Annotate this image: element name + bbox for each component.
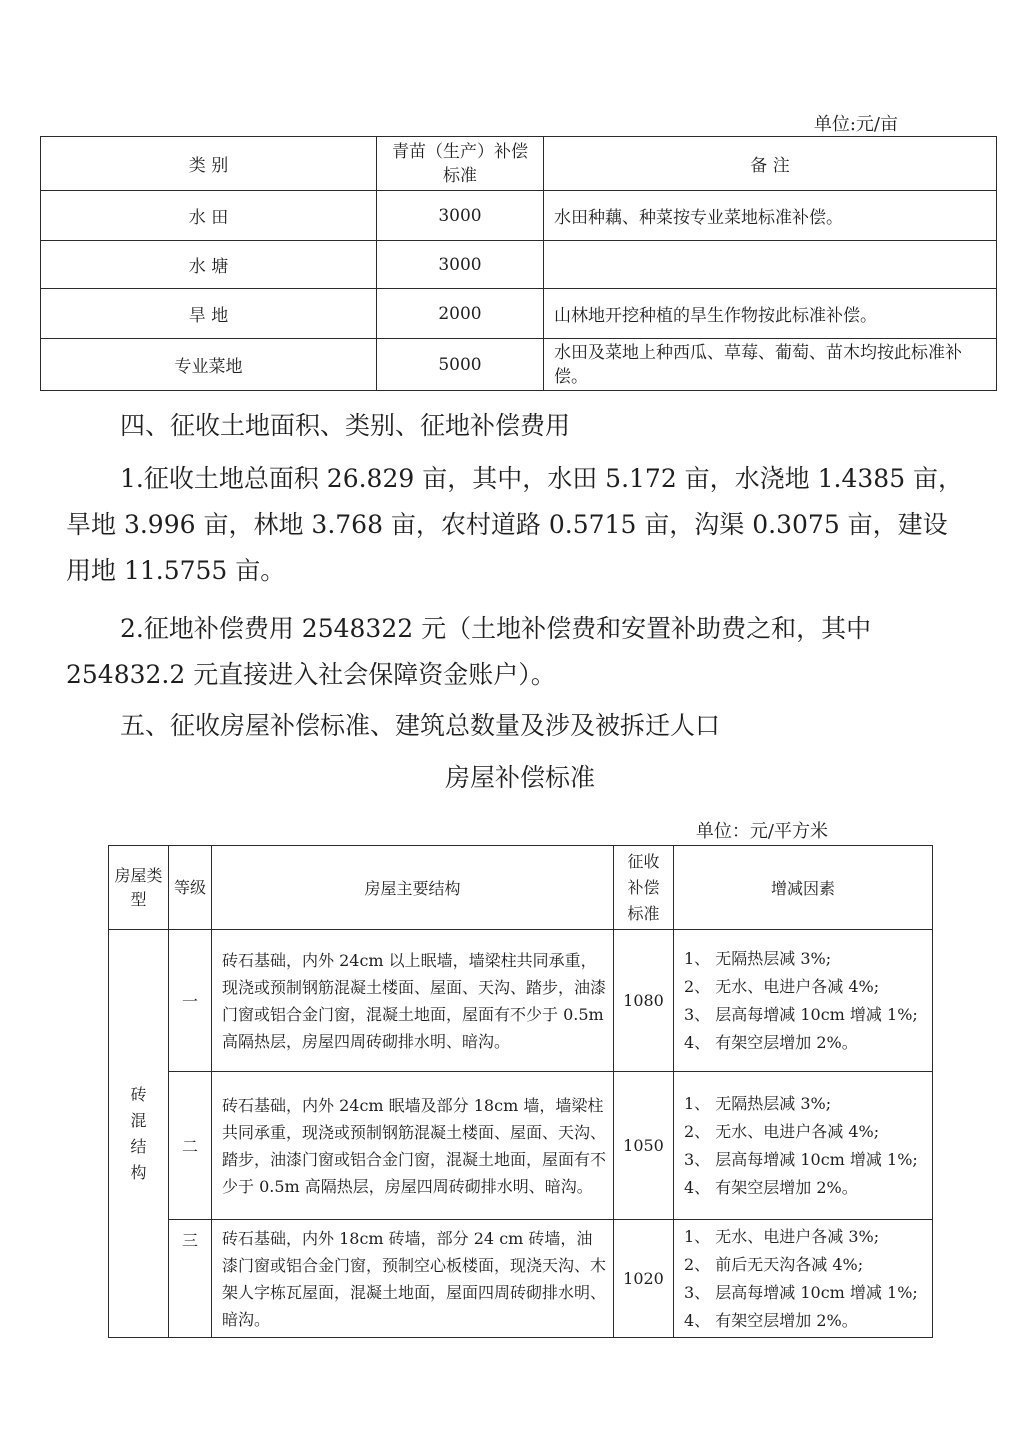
structure-cell: 砖石基础，内外 24cm 以上眠墙，墙梁柱共同承重，现浇或预制钢筋混凝土楼面、屋面、天沟、踏步，油漆门窗或铝合金门窗，混凝土地面，屋面有不少于 0.5m 高隔热层，房屋四周砖砌排水明、暗沟。 [212, 930, 614, 1072]
header-category: 类 别 [41, 137, 377, 191]
house-compensation-table [108, 845, 933, 1338]
header-adjustment-factors: 增减因素 [674, 846, 933, 930]
table-row [109, 1220, 933, 1338]
table-row [109, 930, 933, 1072]
structure-cell: 砖石基础，内外 24cm 眠墙及部分 18cm 墙，墙梁柱共同承重，现浇或预制钢筋混凝土楼面、屋面、天沟、踏步，油漆门窗或铝合金门窗，混凝土地面，屋面有不少于 0.5m 高隔热层，房屋四周砖砌排水明、暗沟。 [212, 1072, 614, 1220]
table-row [41, 191, 997, 241]
row-note [544, 241, 997, 289]
section4-heading: 四、征收土地面积、类别、征地补偿费用 [120, 411, 571, 440]
table-row [41, 289, 997, 339]
row-type: 水 田 [41, 191, 377, 241]
factor-item: 2、 无水、电进户各减 4%; [684, 1121, 880, 1141]
seedling-compensation-table [40, 136, 997, 391]
row-value: 2000 [377, 289, 544, 339]
section4-paragraph-2: 2.征地补偿费用 2548322 元（土地补偿费和安置补助费之和，其中 254832.2 元直接进入社会保障资金账户）。 [66, 614, 872, 689]
header-main-structure: 房屋主要结构 [212, 846, 614, 930]
structure-cell: 砖石基础，内外 18cm 砖墙，部分 24 cm 砖墙，油漆门窗或铝合金门窗，预制空心板楼面，现浇天沟、木架人字栋瓦屋面，混凝土地面，屋面四周砖砌排水明、暗沟。 [212, 1220, 614, 1338]
row-type: 专业菜地 [41, 339, 377, 391]
section4-paragraph-1: 1.征收土地总面积 26.829 亩，其中，水田 5.172 亩，水浇地 1.4385 亩，旱地 3.996 亩，林地 3.768 亩，农村道路 0.5715 亩，沟渠 0.3075 亩，建设用地 11.5755 亩。 [66, 464, 964, 585]
factor-item: 3、 层高每增减 10cm 增减 1%; [684, 1004, 918, 1024]
table-row [41, 339, 997, 391]
row-type: 水 塘 [41, 241, 377, 289]
factor-item: 3、 层高每增减 10cm 增减 1%; [684, 1282, 918, 1302]
factor-item: 1、 无隔热层减 3%; [684, 1093, 832, 1113]
house-type-cell: 砖混结构 [109, 930, 169, 1338]
house-table-title: 房屋补偿标准 [444, 763, 595, 792]
factors-cell [674, 1220, 933, 1338]
price-cell: 1050 [614, 1072, 674, 1220]
row-value: 3000 [377, 191, 544, 241]
row-value: 3000 [377, 241, 544, 289]
factor-item: 1、 无水、电进户各减 3%; [684, 1226, 880, 1246]
factors-cell [674, 1072, 933, 1220]
header-seedling-standard: 青苗（生产）补偿标准 [377, 137, 544, 191]
factor-item: 4、 有架空层增加 2%。 [684, 1310, 858, 1330]
house-table-unit: 单位：元/平方米 [695, 821, 828, 842]
grade-cell: 三 [169, 1220, 212, 1338]
factor-item: 2、 无水、电进户各减 4%; [684, 976, 880, 996]
row-value: 5000 [377, 339, 544, 391]
grade-cell: 一 [169, 930, 212, 1072]
factors-cell [674, 930, 933, 1072]
table-row [41, 241, 997, 289]
row-type: 旱 地 [41, 289, 377, 339]
factor-item: 2、 前后无天沟各减 4%; [684, 1254, 864, 1274]
grade-cell: 二 [169, 1072, 212, 1220]
header-house-type: 房屋类型 [109, 846, 169, 930]
price-cell: 1080 [614, 930, 674, 1072]
row-note: 水田及菜地上种西瓜、草莓、葡萄、苗木均按此标准补偿。 [544, 339, 997, 391]
header-compensation-standard: 征收补偿标准 [614, 846, 674, 930]
header-remarks: 备 注 [544, 137, 997, 191]
row-note: 山林地开挖种植的旱生作物按此标准补偿。 [544, 289, 997, 339]
section5-heading: 五、征收房屋补偿标准、建筑总数量及涉及被拆迁人口 [120, 711, 721, 740]
factor-item: 4、 有架空层增加 2%。 [684, 1032, 858, 1052]
table-row [109, 1072, 933, 1220]
header-grade: 等级 [169, 846, 212, 930]
factor-item: 1、 无隔热层减 3%; [684, 948, 832, 968]
factor-item: 3、 层高每增减 10cm 增减 1%; [684, 1149, 918, 1169]
factor-item: 4、 有架空层增加 2%。 [684, 1177, 858, 1197]
row-note: 水田种藕、种菜按专业菜地标准补偿。 [544, 191, 997, 241]
price-cell: 1020 [614, 1220, 674, 1338]
table1-unit: 单位:元/亩 [813, 114, 898, 135]
